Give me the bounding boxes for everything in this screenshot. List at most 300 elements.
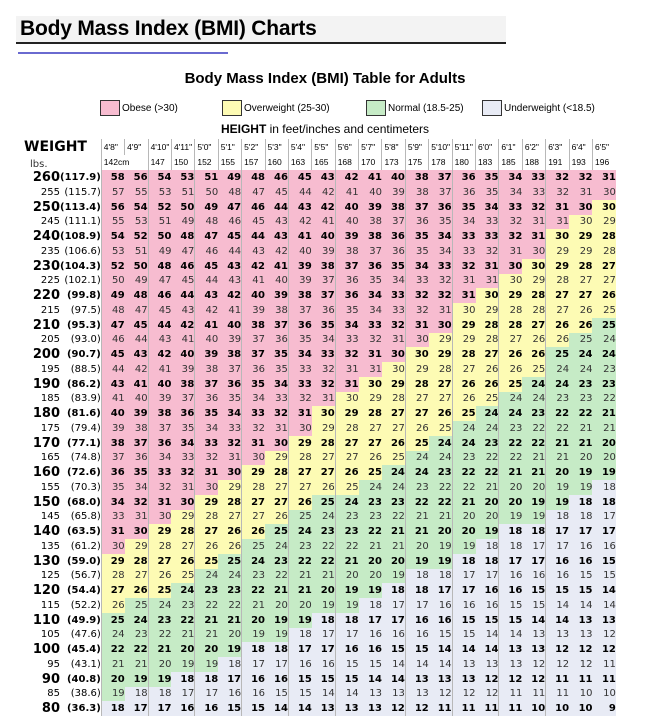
bmi-cell: 16 <box>429 598 452 613</box>
bmi-cell: 16 <box>359 628 382 643</box>
bmi-cell: 10 <box>569 687 592 702</box>
bmi-cell: 11 <box>592 672 615 687</box>
bmi-cell: 23 <box>125 628 148 643</box>
bmi-cell: 23 <box>335 524 358 539</box>
bmi-cell: 41 <box>171 333 194 348</box>
bmi-cell: 28 <box>429 362 452 377</box>
bmi-cell: 23 <box>569 392 592 407</box>
bmi-cell: 37 <box>218 362 241 377</box>
bmi-cell: 31 <box>101 524 124 539</box>
bmi-cell: 38 <box>171 377 194 392</box>
bmi-cell: 26 <box>592 288 615 303</box>
bmi-cell: 31 <box>546 215 569 230</box>
height-feet-row <box>24 139 616 155</box>
bmi-cell: 21 <box>288 569 311 584</box>
bmi-cell: 33 <box>429 259 452 274</box>
bmi-cell: 16 <box>546 554 569 569</box>
bmi-cell: 15 <box>335 657 358 672</box>
weight-header-cell <box>24 139 101 170</box>
bmi-cell: 34 <box>359 288 382 303</box>
bmi-cell: 46 <box>171 259 194 274</box>
bmi-cell: 32 <box>569 170 592 185</box>
bmi-cell: 19 <box>335 583 358 598</box>
bmi-cell: 22 <box>499 436 522 451</box>
height-feet-header: 5'2" <box>242 139 265 155</box>
bmi-cell: 30 <box>592 185 615 200</box>
bmi-cell: 29 <box>359 392 382 407</box>
weight-lbs: 90 <box>41 671 60 687</box>
bmi-cell: 33 <box>522 185 545 200</box>
bmi-cell: 32 <box>265 406 288 421</box>
weight-lbs: 115 <box>40 599 60 611</box>
bmi-cell: 28 <box>592 229 615 244</box>
bmi-cell: 38 <box>195 362 218 377</box>
bmi-cell: 29 <box>429 333 452 348</box>
bmi-cell: 14 <box>569 598 592 613</box>
bmi-cell: 26 <box>546 333 569 348</box>
bmi-cell: 23 <box>522 406 545 421</box>
bmi-cell: 34 <box>148 451 171 466</box>
bmi-cell: 36 <box>312 303 335 318</box>
bmi-cell: 25 <box>476 392 499 407</box>
bmi-cell: 32 <box>312 362 335 377</box>
bmi-cell: 28 <box>242 480 265 495</box>
bmi-cell: 12 <box>592 642 615 657</box>
bmi-cell: 25 <box>569 333 592 348</box>
bmi-cell: 18 <box>148 687 171 702</box>
bmi-cell: 27 <box>569 274 592 289</box>
bmi-cell: 18 <box>592 480 615 495</box>
bmi-cell: 15 <box>499 613 522 628</box>
bmi-cell: 36 <box>101 465 124 480</box>
bmi-cell: 13 <box>405 687 428 702</box>
weight-lbs: 130 <box>32 553 60 569</box>
bmi-cell: 22 <box>242 583 265 598</box>
bmi-cell: 28 <box>569 259 592 274</box>
bmi-cell: 17 <box>429 583 452 598</box>
legend-item-obese <box>100 100 178 116</box>
bmi-cell: 39 <box>242 303 265 318</box>
bmi-cell: 20 <box>476 495 499 510</box>
weight-kg: (97.5) <box>70 304 101 316</box>
table-row <box>24 347 616 362</box>
bmi-cell: 30 <box>195 480 218 495</box>
bmi-cell: 47 <box>171 244 194 259</box>
bmi-cell: 15 <box>522 583 545 598</box>
bmi-cell: 21 <box>359 539 382 554</box>
bmi-cell: 18 <box>242 642 265 657</box>
bmi-cell: 27 <box>312 465 335 480</box>
bmi-cell: 23 <box>265 554 288 569</box>
table-row <box>24 554 616 569</box>
weight-lbs: 185 <box>40 393 60 405</box>
bmi-cell: 37 <box>429 185 452 200</box>
bmi-cell: 32 <box>546 185 569 200</box>
bmi-cell: 44 <box>265 200 288 215</box>
bmi-cell: 24 <box>312 510 335 525</box>
bmi-cell: 23 <box>569 377 592 392</box>
bmi-cell: 19 <box>335 598 358 613</box>
bmi-cell: 31 <box>452 274 475 289</box>
bmi-cell: 39 <box>218 333 241 348</box>
bmi-cell: 22 <box>195 598 218 613</box>
bmi-cell: 30 <box>569 215 592 230</box>
bmi-cell: 33 <box>312 347 335 362</box>
bmi-cell: 26 <box>522 347 545 362</box>
height-cm-header: 178 <box>429 155 452 171</box>
bmi-cell: 45 <box>125 318 148 333</box>
bmi-cell: 29 <box>405 362 428 377</box>
weight-kg: (90.7) <box>66 349 101 360</box>
bmi-cell: 41 <box>125 377 148 392</box>
height-cm-header: 196 <box>592 155 615 171</box>
height-cm-header: 175 <box>405 155 428 171</box>
bmi-cell: 13 <box>476 657 499 672</box>
bmi-cell: 20 <box>242 613 265 628</box>
weight-kg: (61.2) <box>70 540 101 552</box>
weight-kg: (63.5) <box>66 526 101 537</box>
bmi-cell: 18 <box>592 495 615 510</box>
bmi-cell: 34 <box>265 377 288 392</box>
legend-label: Normal (18.5-25) <box>388 102 464 114</box>
bmi-cell: 25 <box>546 347 569 362</box>
bmi-cell: 30 <box>382 347 405 362</box>
bmi-cell: 21 <box>101 657 124 672</box>
table-row <box>24 288 616 303</box>
bmi-cell: 22 <box>592 392 615 407</box>
bmi-cell: 14 <box>382 672 405 687</box>
bmi-cell: 26 <box>242 524 265 539</box>
weight-kg: (74.8) <box>70 452 101 464</box>
bmi-cell: 34 <box>125 480 148 495</box>
bmi-cell: 40 <box>312 229 335 244</box>
table-row <box>24 539 616 554</box>
bmi-cell: 19 <box>546 480 569 495</box>
bmi-cell: 18 <box>195 672 218 687</box>
bmi-cell: 14 <box>452 642 475 657</box>
bmi-cell: 22 <box>335 539 358 554</box>
bmi-cell: 24 <box>218 569 241 584</box>
bmi-cell: 30 <box>148 510 171 525</box>
weight-lbs: 80 <box>41 701 60 716</box>
bmi-cell: 32 <box>195 451 218 466</box>
bmi-cell: 41 <box>359 170 382 185</box>
bmi-cell: 12 <box>476 672 499 687</box>
bmi-cell: 24 <box>171 583 194 598</box>
bmi-cell: 30 <box>405 333 428 348</box>
bmi-cell: 52 <box>148 200 171 215</box>
bmi-cell: 10 <box>592 687 615 702</box>
bmi-cell: 28 <box>522 288 545 303</box>
weight-kg: (83.9) <box>70 393 101 405</box>
bmi-cell: 21 <box>546 436 569 451</box>
bmi-cell: 20 <box>288 598 311 613</box>
bmi-cell: 22 <box>499 451 522 466</box>
bmi-cell: 19 <box>195 657 218 672</box>
weight-kg: (70.3) <box>70 481 101 493</box>
table-row <box>24 465 616 480</box>
bmi-cell: 31 <box>499 244 522 259</box>
height-feet-header: 4'10" <box>148 139 171 155</box>
bmi-cell: 38 <box>148 406 171 421</box>
bmi-cell: 13 <box>359 701 382 716</box>
bmi-cell: 43 <box>288 200 311 215</box>
bmi-cell: 23 <box>195 583 218 598</box>
bmi-cell: 30 <box>405 347 428 362</box>
bmi-cell: 34 <box>359 303 382 318</box>
bmi-cell: 43 <box>265 229 288 244</box>
bmi-cell: 41 <box>265 259 288 274</box>
bmi-cell: 11 <box>592 657 615 672</box>
bmi-cell: 26 <box>148 569 171 584</box>
bmi-cell: 22 <box>265 569 288 584</box>
bmi-cell: 33 <box>101 510 124 525</box>
bmi-cell: 37 <box>312 288 335 303</box>
bmi-cell: 31 <box>522 229 545 244</box>
bmi-cell: 38 <box>288 288 311 303</box>
bmi-cell: 27 <box>312 451 335 466</box>
bmi-cell: 23 <box>359 510 382 525</box>
bmi-cell: 22 <box>522 436 545 451</box>
bmi-cell: 30 <box>569 200 592 215</box>
bmi-cell: 26 <box>546 318 569 333</box>
bmi-cell: 20 <box>335 569 358 584</box>
bmi-cell: 40 <box>382 170 405 185</box>
weight-kg: (40.8) <box>66 673 101 685</box>
bmi-cell: 42 <box>312 200 335 215</box>
bmi-cell: 34 <box>429 229 452 244</box>
bmi-cell: 23 <box>546 392 569 407</box>
bmi-cell: 37 <box>148 421 171 436</box>
bmi-cell: 31 <box>359 347 382 362</box>
bmi-cell: 37 <box>171 392 194 407</box>
bmi-cell: 13 <box>499 657 522 672</box>
bmi-cell: 19 <box>288 613 311 628</box>
bmi-cell: 22 <box>405 495 428 510</box>
bmi-cell: 24 <box>499 406 522 421</box>
bmi-cell: 28 <box>288 451 311 466</box>
bmi-cell: 27 <box>171 539 194 554</box>
bmi-cell: 33 <box>218 421 241 436</box>
bmi-cell: 20 <box>476 510 499 525</box>
bmi-cell: 13 <box>522 628 545 643</box>
bmi-cell: 25 <box>499 377 522 392</box>
bmi-cell: 11 <box>499 701 522 716</box>
bmi-cell: 21 <box>546 451 569 466</box>
bmi-cell: 40 <box>125 392 148 407</box>
bmi-cell: 42 <box>218 288 241 303</box>
bmi-cell: 36 <box>218 377 241 392</box>
bmi-cell: 23 <box>312 524 335 539</box>
page-title: Body Mass Index (BMI) Charts <box>20 17 317 40</box>
bmi-cell: 32 <box>546 170 569 185</box>
bmi-cell: 18 <box>265 642 288 657</box>
legend <box>82 100 622 118</box>
table-row <box>24 229 616 244</box>
bmi-cell: 54 <box>125 200 148 215</box>
bmi-cell: 14 <box>592 598 615 613</box>
bmi-cell: 53 <box>101 244 124 259</box>
bmi-cell: 25 <box>148 583 171 598</box>
bmi-cell: 38 <box>125 421 148 436</box>
bmi-cell: 19 <box>218 642 241 657</box>
table-row <box>24 701 616 716</box>
weight-lbs: 165 <box>40 452 60 464</box>
bmi-cell: 34 <box>476 200 499 215</box>
bmi-cell: 19 <box>499 510 522 525</box>
weight-lbs: 85 <box>47 688 60 700</box>
height-feet-header: 5'6" <box>335 139 358 155</box>
bmi-cell: 21 <box>569 421 592 436</box>
bmi-cell: 16 <box>569 554 592 569</box>
bmi-cell: 28 <box>312 436 335 451</box>
height-feet-header: 6'3" <box>546 139 569 155</box>
bmi-cell: 45 <box>101 347 124 362</box>
bmi-cell: 31 <box>171 480 194 495</box>
bmi-cell: 24 <box>429 451 452 466</box>
bmi-cell: 24 <box>101 628 124 643</box>
bmi-cell: 44 <box>148 318 171 333</box>
bmi-cell: 28 <box>125 554 148 569</box>
height-feet-header: 6'2" <box>522 139 545 155</box>
table-row <box>24 244 616 259</box>
bmi-cell: 42 <box>242 259 265 274</box>
bmi-cell: 27 <box>195 524 218 539</box>
bmi-cell: 21 <box>312 569 335 584</box>
bmi-cell: 11 <box>546 672 569 687</box>
bmi-cell: 55 <box>125 185 148 200</box>
weight-kg: (88.5) <box>70 363 101 375</box>
bmi-cell: 21 <box>592 406 615 421</box>
table-row <box>24 524 616 539</box>
bmi-cell: 35 <box>405 244 428 259</box>
bmi-cell: 24 <box>405 465 428 480</box>
bmi-cell: 16 <box>335 642 358 657</box>
bmi-cell: 26 <box>452 377 475 392</box>
bmi-cell: 29 <box>592 215 615 230</box>
bmi-cell: 13 <box>499 642 522 657</box>
bmi-cell: 39 <box>265 288 288 303</box>
bmi-cell: 42 <box>171 318 194 333</box>
bmi-cell: 29 <box>569 229 592 244</box>
bmi-cell: 17 <box>218 672 241 687</box>
bmi-cell: 22 <box>476 465 499 480</box>
bmi-cell: 31 <box>476 259 499 274</box>
bmi-cell: 32 <box>522 200 545 215</box>
bmi-cell: 25 <box>242 539 265 554</box>
bmi-cell: 35 <box>405 229 428 244</box>
weight-lbs: 250 <box>32 199 60 215</box>
bmi-cell: 31 <box>312 392 335 407</box>
bmi-cell: 9 <box>592 701 615 716</box>
bmi-cell: 23 <box>592 377 615 392</box>
bmi-cell: 39 <box>171 362 194 377</box>
bmi-cell: 50 <box>195 185 218 200</box>
bmi-cell: 35 <box>265 362 288 377</box>
bmi-cell: 19 <box>429 554 452 569</box>
bmi-cell: 21 <box>288 583 311 598</box>
bmi-cell: 21 <box>429 510 452 525</box>
bmi-cell: 50 <box>125 259 148 274</box>
bmi-cell: 22 <box>522 421 545 436</box>
bmi-cell: 26 <box>476 377 499 392</box>
bmi-cell: 40 <box>288 244 311 259</box>
bmi-cell: 18 <box>405 569 428 584</box>
bmi-cell: 54 <box>148 170 171 185</box>
table-row <box>24 303 616 318</box>
bmi-cell: 23 <box>405 480 428 495</box>
bmi-cell: 22 <box>359 524 382 539</box>
bmi-cell: 32 <box>452 259 475 274</box>
bmi-cell: 49 <box>195 200 218 215</box>
weight-kg: (115.7) <box>64 186 101 198</box>
bmi-cell: 51 <box>125 244 148 259</box>
bmi-cell: 27 <box>335 451 358 466</box>
bmi-cell: 20 <box>359 569 382 584</box>
bmi-cell: 20 <box>171 642 194 657</box>
bmi-cell: 56 <box>101 200 124 215</box>
bmi-cell: 19 <box>148 672 171 687</box>
bmi-cell: 33 <box>242 406 265 421</box>
bmi-cell: 30 <box>101 539 124 554</box>
bmi-cell: 27 <box>335 436 358 451</box>
bmi-cell: 34 <box>288 347 311 362</box>
bmi-cell: 48 <box>218 185 241 200</box>
bmi-cell: 49 <box>148 244 171 259</box>
bmi-cell: 17 <box>382 598 405 613</box>
bmi-cell: 15 <box>359 657 382 672</box>
legend-swatch <box>366 100 386 116</box>
weight-header: WEIGHT <box>24 139 87 155</box>
height-cm-header: 170 <box>359 155 382 171</box>
bmi-cell: 24 <box>522 377 545 392</box>
bmi-cell: 17 <box>546 524 569 539</box>
bmi-cell: 25 <box>592 318 615 333</box>
weight-lbs: 155 <box>40 481 60 493</box>
bmi-cell: 45 <box>242 215 265 230</box>
weight-lbs: 215 <box>40 304 60 316</box>
bmi-cell: 32 <box>125 495 148 510</box>
table-title: Body Mass Index (BMI) Table for Adults <box>184 70 466 87</box>
weight-lbs: 170 <box>32 435 60 451</box>
bmi-cell: 40 <box>265 274 288 289</box>
weight-lbs: 120 <box>32 583 60 598</box>
bmi-cell: 28 <box>452 347 475 362</box>
bmi-cell: 40 <box>242 288 265 303</box>
bmi-cell: 29 <box>148 524 171 539</box>
bmi-cell: 32 <box>171 465 194 480</box>
bmi-cell: 29 <box>476 303 499 318</box>
bmi-cell: 28 <box>476 333 499 348</box>
bmi-cell: 28 <box>546 274 569 289</box>
weight-kg: (86.2) <box>66 378 101 390</box>
bmi-cell: 27 <box>546 288 569 303</box>
bmi-cell: 12 <box>429 687 452 702</box>
bmi-cell: 16 <box>195 701 218 716</box>
bmi-cell: 31 <box>242 436 265 451</box>
bmi-cell: 25 <box>288 510 311 525</box>
bmi-cell: 17 <box>522 539 545 554</box>
bmi-cell: 38 <box>359 215 382 230</box>
bmi-cell: 22 <box>101 642 124 657</box>
bmi-cell: 24 <box>382 480 405 495</box>
bmi-cell: 33 <box>452 244 475 259</box>
bmi-cell: 15 <box>405 642 428 657</box>
bmi-cell: 39 <box>382 185 405 200</box>
height-feet-header: 5'9" <box>405 139 428 155</box>
table-row <box>24 392 616 407</box>
weight-lbs: 175 <box>40 422 60 434</box>
